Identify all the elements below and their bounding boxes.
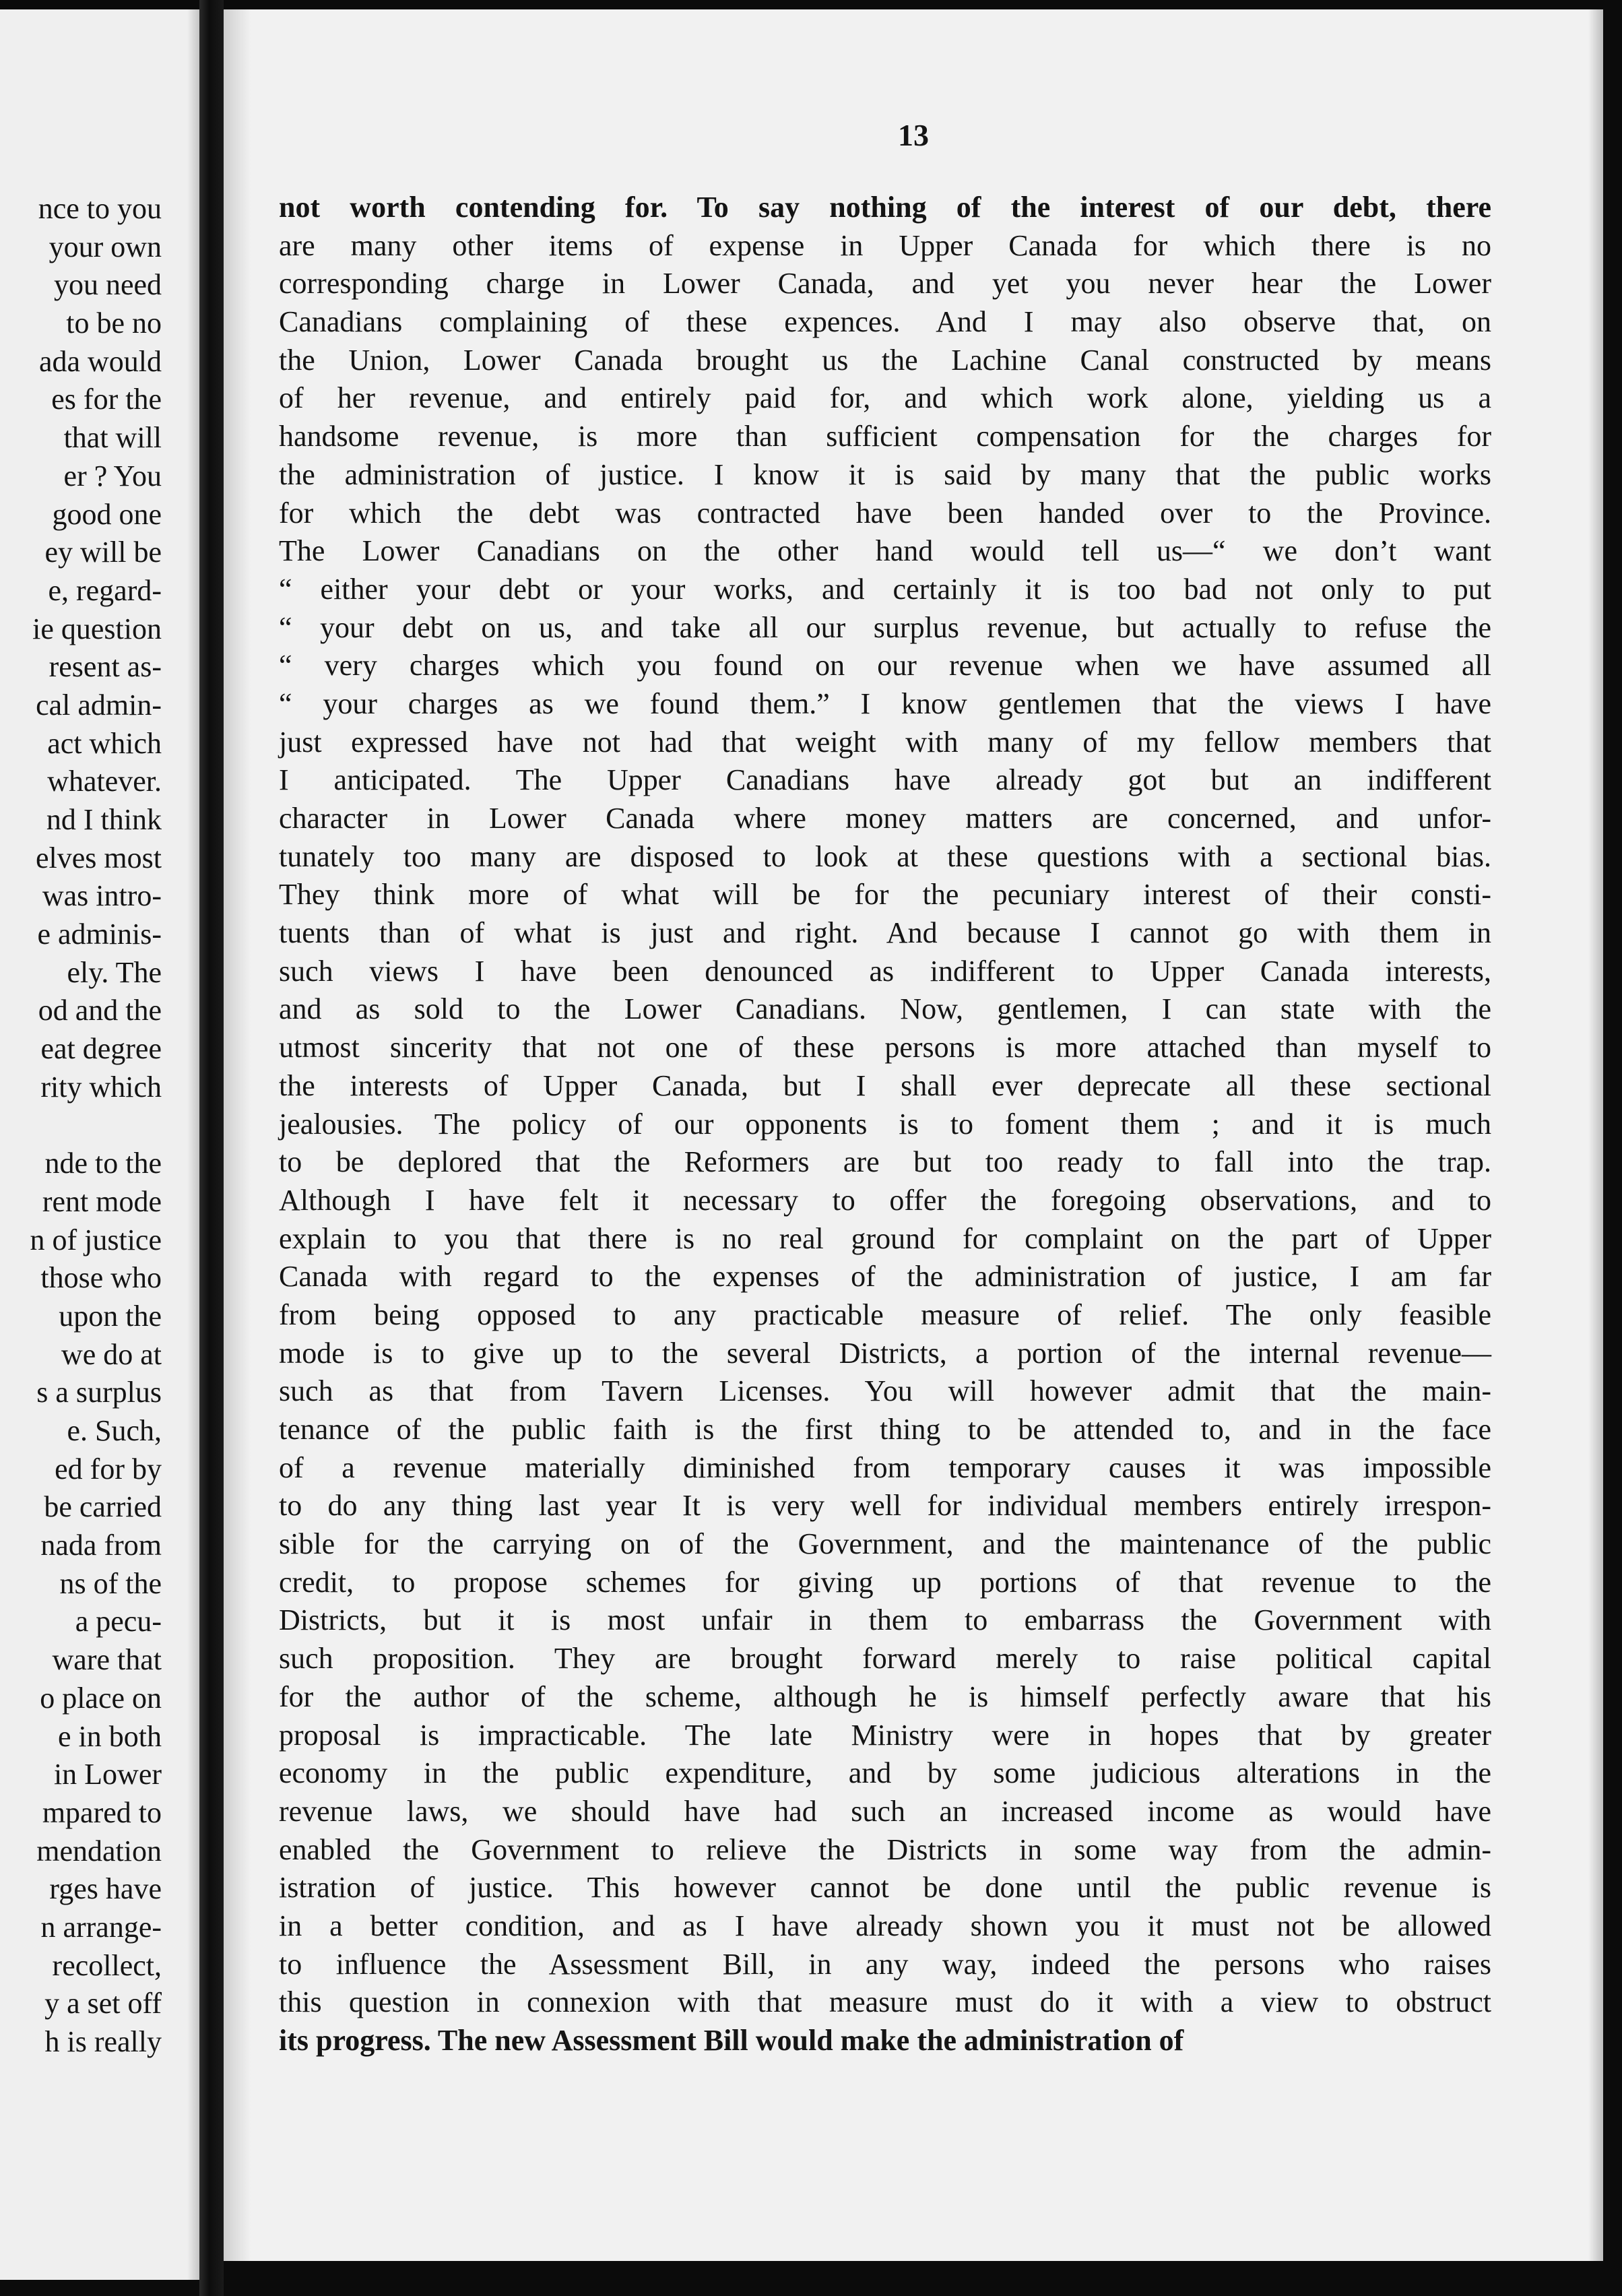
previous-page-line: ed for by [55, 1452, 162, 1486]
previous-page-line: ns of the [59, 1566, 162, 1600]
text-line: of her revenue, and entirely paid for, and which work alone, yielding us a [279, 381, 1491, 415]
previous-page-line: mendation [36, 1834, 162, 1868]
previous-page-line: rges have [49, 1872, 162, 1906]
previous-page-line: ey will be [44, 536, 162, 569]
text-line: Districts, but it is most unfair in them to embarrass the Government with [279, 1603, 1491, 1637]
previous-page-text-column [0, 190, 162, 2062]
text-line: I anticipated. The Upper Canadians have already got but an indifferent [279, 763, 1491, 797]
text-line: They think more of what will be for the pecuniary interest of their consti- [279, 878, 1491, 912]
previous-page-line: recollect, [52, 1948, 162, 1982]
previous-page-line: nce to you [38, 192, 162, 225]
previous-page-line: e. Such, [67, 1414, 162, 1447]
text-line: this question in connexion with that measure must do it with a view to obstruct [279, 1985, 1491, 2019]
text-line: of a revenue materially diminished from temporary causes it was impossible [279, 1450, 1491, 1484]
previous-page-line: that will [63, 421, 162, 455]
previous-page-line: to be no [66, 307, 162, 340]
text-line: just expressed have not had that weight with many of my fellow members that [279, 725, 1491, 759]
text-line: its progress. The new Assessment Bill would make the administration of [279, 2024, 1184, 2057]
text-line: istration of justice. This however cannot be done until the public revenue is [279, 1871, 1491, 1905]
previous-page-line: cal admin- [36, 688, 162, 722]
text-line: “ your charges as we found them.” I know gentlemen that the views I have [279, 687, 1491, 720]
text-line: tenance of the public faith is the first thing to be attended to, and in the face [279, 1413, 1491, 1446]
book-binding [199, 0, 224, 2296]
text-line: tunately too many are disposed to look at these questions with a sectional bias. [279, 839, 1491, 873]
previous-page-line: ware that [52, 1643, 162, 1677]
text-line: explain to you that there is no real ground for complaint on the part of Upper [279, 1221, 1491, 1255]
previous-page-line: was intro- [42, 879, 162, 913]
text-line: to be deplored that the Reformers are but too ready to fall into the trap. [279, 1145, 1491, 1179]
previous-page-line: e adminis- [37, 918, 162, 951]
previous-page-line: resent as- [48, 650, 162, 684]
text-line: “ very charges which you found on our revenue when we have assumed all [279, 649, 1491, 682]
text-line: are many other items of expense in Upper Canada for which there is no [279, 228, 1491, 262]
text-line: mode is to give up to the several Districts, a portion of the internal revenue— [279, 1336, 1491, 1370]
text-line: The Lower Canadians on the other hand would tell us—“ we don’t want [279, 534, 1491, 568]
previous-page-line: nde to the [44, 1147, 162, 1180]
main-page [224, 9, 1603, 2261]
text-line: corresponding charge in Lower Canada, and yet you never hear the Lower [279, 267, 1491, 300]
text-line: for the author of the scheme, although he is himself perfectly aware that his [279, 1680, 1491, 1713]
previous-page-line: a pecu- [75, 1605, 162, 1638]
previous-page-line: your own [48, 230, 162, 263]
previous-page-line: those who [40, 1261, 162, 1295]
text-line: and as sold to the Lower Canadians. Now, gentlemen, I can state with the [279, 992, 1491, 1026]
previous-page-line: elves most [36, 841, 162, 874]
text-line: credit, to propose schemes for giving up portions of that revenue to the [279, 1565, 1491, 1599]
text-line: from being opposed to any practicable measure of relief. The only feasible [279, 1298, 1491, 1331]
previous-page-line: upon the [59, 1299, 162, 1333]
page-number: 13 [898, 118, 929, 152]
previous-page-line: be carried [44, 1490, 162, 1524]
previous-page-line: act which [47, 726, 162, 760]
previous-page-line: od and the [38, 994, 162, 1027]
previous-page-line: nd I think [46, 803, 162, 836]
previous-page-line: e in both [58, 1719, 162, 1753]
text-line: enabled the Government to relieve the Districts in some way from the admin- [279, 1832, 1491, 1866]
text-line: the administration of justice. I know it is said by many that the public works [279, 457, 1491, 491]
text-line: utmost sincerity that not one of these persons is more attached than myself to [279, 1031, 1491, 1064]
text-line: such views I have been denounced as indifferent to Upper Canada interests, [279, 954, 1491, 988]
text-line: to influence the Assessment Bill, in any way, indeed the persons who raises [279, 1947, 1491, 1981]
previous-page-line: whatever. [47, 765, 162, 798]
previous-page-line: in Lower [53, 1758, 162, 1791]
text-line: for which the debt was contracted have been handed over to the Province. [279, 496, 1491, 530]
text-line: such as that from Tavern Licenses. You will however admit that the main- [279, 1374, 1491, 1408]
previous-page-line: we do at [61, 1337, 162, 1371]
text-line: the interests of Upper Canada, but I shall ever deprecate all these sectional [279, 1069, 1491, 1102]
previous-page-line: mpared to [42, 1795, 162, 1829]
previous-page-line: eat degree [40, 1032, 162, 1066]
text-line: handsome revenue, is more than sufficient compensation for the charges for [279, 420, 1491, 453]
previous-page-line [0, 1107, 162, 1145]
text-line: such proposition. They are brought forward merely to raise political capital [279, 1642, 1491, 1676]
text-line: “ either your debt or your works, and certainly it is too bad not only to put [279, 572, 1491, 606]
previous-page-line: ada would [38, 344, 162, 378]
page-edge-shadow-right [1588, 9, 1603, 2261]
text-line: in a better condition, and as I have already shown you it must not be allowed [279, 1909, 1491, 1942]
scan-border-right [1603, 0, 1622, 2296]
previous-page-line: ely. The [67, 955, 162, 989]
previous-page-fragment [0, 9, 199, 2280]
text-line: the Union, Lower Canada brought us the Lachine Canal constructed by means [279, 343, 1491, 377]
body-text [279, 189, 1491, 2060]
text-line: economy in the public expenditure, and by some judicious alterations in the [279, 1756, 1491, 1790]
text-line: proposal is impracticable. The late Ministry were in hopes that by greater [279, 1718, 1491, 1752]
text-line: to do any thing last year It is very well for individual members entirely irrespon- [279, 1489, 1491, 1523]
text-line: tuents than of what is just and right. And because I cannot go with them in [279, 916, 1491, 950]
text-line: sible for the carrying on of the Government, and the maintenance of the public [279, 1527, 1491, 1561]
gutter-shadow [187, 9, 199, 2280]
text-line: not worth contending for. To say nothing of the interest of our debt, there [279, 191, 1491, 224]
previous-page-line: n arrange- [40, 1910, 162, 1944]
text-line: revenue laws, we should have had such an increased income as would have [279, 1794, 1491, 1828]
previous-page-line: rent mode [42, 1184, 162, 1218]
previous-page-line: o place on [40, 1681, 162, 1715]
text-line: “ your debt on us, and take all our surplus revenue, but actually to refuse the [279, 610, 1491, 644]
previous-page-line: er ? You [63, 459, 162, 492]
previous-page-line: n of justice [30, 1223, 162, 1256]
previous-page-line: y a set off [44, 1987, 162, 2020]
previous-page-line: e, regard- [48, 573, 162, 607]
text-line: Canadians complaining of these expences. And I may also observe that, on [279, 305, 1491, 339]
page-edge-shadow-left [224, 9, 251, 2261]
text-line: character in Lower Canada where money matters are concerned, and unfor- [279, 802, 1491, 835]
previous-page-line: good one [52, 497, 162, 531]
previous-page-line: you need [53, 268, 162, 302]
previous-page-line: es for the [51, 383, 162, 416]
previous-page-line: rity which [40, 1070, 162, 1104]
text-line: Although I have felt it necessary to offer the foregoing observations, and to [279, 1183, 1491, 1217]
text-line: jealousies. The policy of our opponents is to foment them ; and it is much [279, 1107, 1491, 1141]
previous-page-line: ie question [32, 612, 162, 645]
previous-page-line: s a surplus [36, 1376, 162, 1409]
text-line: Canada with regard to the expenses of the administration of justice, I am far [279, 1260, 1491, 1294]
previous-page-line: h is really [44, 2025, 162, 2058]
previous-page-line: nada from [40, 1529, 162, 1562]
